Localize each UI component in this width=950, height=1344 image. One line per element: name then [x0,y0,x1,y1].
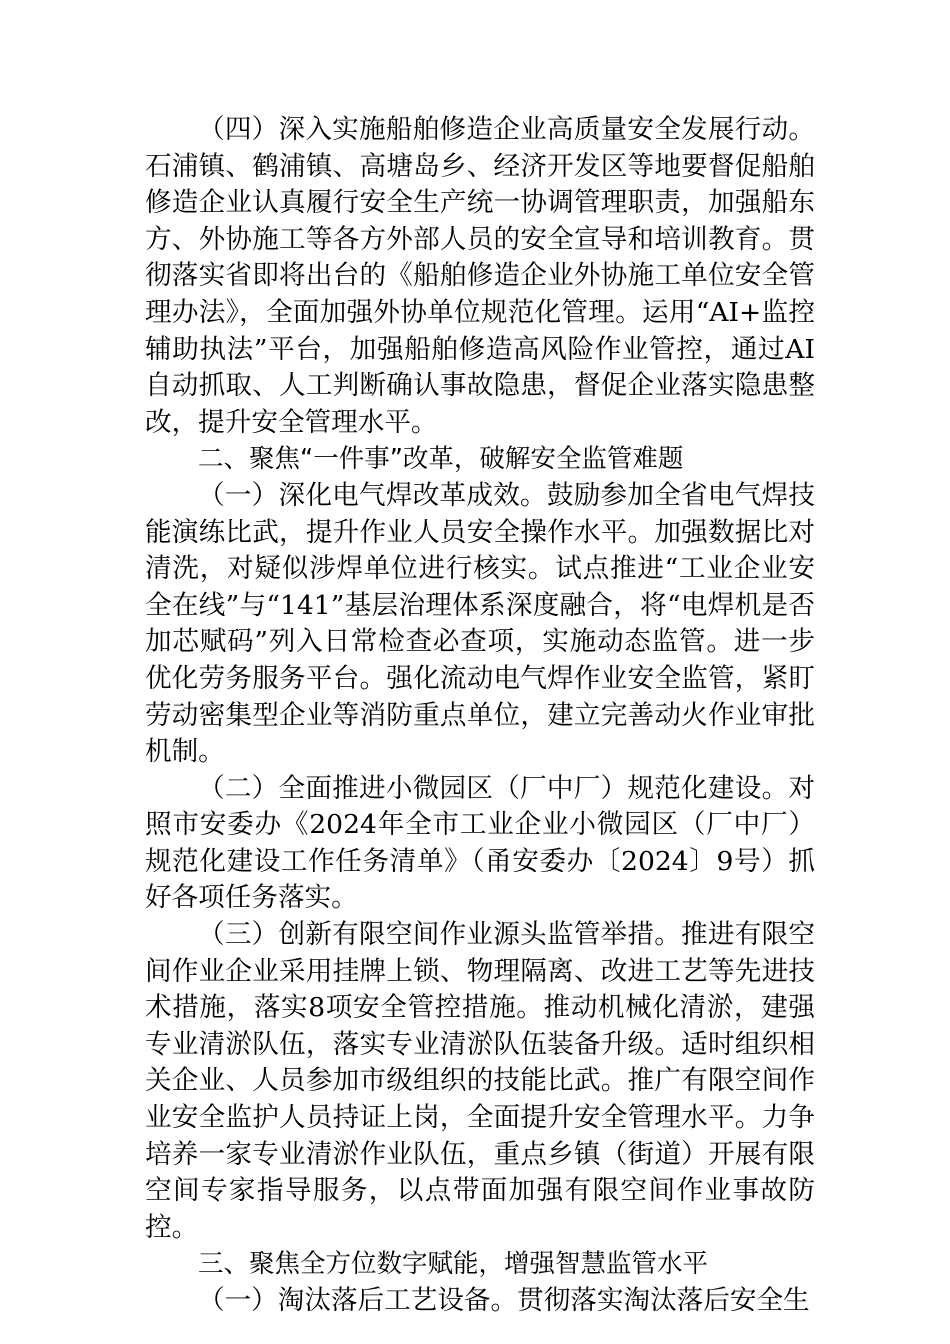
paragraph-shipbuilding-safety: （四）深入实施船舶修造企业高质量安全发展行动。石浦镇、鹤浦镇、高塘岛乡、经济开发区等地要督促船舶修造企业认真履行安全生产统一协调管理职责，加强船东方、外协施工等各方外部人员的安全宣导和培训教育。贯彻落实省即将出台的《船舶修造企业外协施工单位安全管理办法》，全面加强外协单位规范化管理。运用“AI+监控辅助执法”平台，加强船舶修造高风险作业管控，通过AI自动抓取、人工判断确认事故隐患，督促企业落实隐患整改，提升安全管理水平。 [145,114,815,438]
section-heading-reform: 二、聚焦“一件事”改革，破解安全监管难题 [198,444,684,475]
document-body [145,112,815,1320]
paragraph-welding-reform: （一）深化电气焊改革成效。鼓励参加全省电气焊技能演练比武，提升作业人员安全操作水平。加强数据比对清洗，对疑似涉焊单位进行核实。试点推进“工业企业安全在线”与“141”基层治理体系深度融合，将“电焊机是否加芯赋码”列入日常检查必查项，实施动态监管。进一步优化劳务服务平台。强化流动电气焊作业安全监管，紧盯劳动密集型企业等消防重点单位，建立完善动火作业审批机制。 [145,479,815,768]
paragraph-confined-space: （三）创新有限空间作业源头监管举措。推进有限空间作业企业采用挂牌上锁、物理隔离、改进工艺等先进技术措施，落实8项安全管控措施。推动机械化清淤，建强专业清淤队伍，落实专业清淤队伍装备升级。适时组织相关企业、人员参加市级组织的技能比武。推广有限空间作业安全监护人员持证上岗，全面提升安全管理水平。力争培养一家专业清淤作业队伍，重点乡镇（街道）开展有限空间专家指导服务，以点带面加强有限空间作业事故防控。 [145,919,815,1243]
paragraph-eliminate-outdated: （一）淘汰落后工艺设备。贯彻落实淘汰落后安全生 [198,1285,810,1316]
section-heading-digital: 三、聚焦全方位数字赋能，增强智慧监管水平 [198,1249,709,1280]
paragraph-micro-park: （二）全面推进小微园区（厂中厂）规范化建设。对照市安委办《2024年全市工业企业小微园区（厂中厂）规范化建设工作任务清单》（甬安委办〔2024〕9号）抓好各项任务落实。 [145,772,815,914]
